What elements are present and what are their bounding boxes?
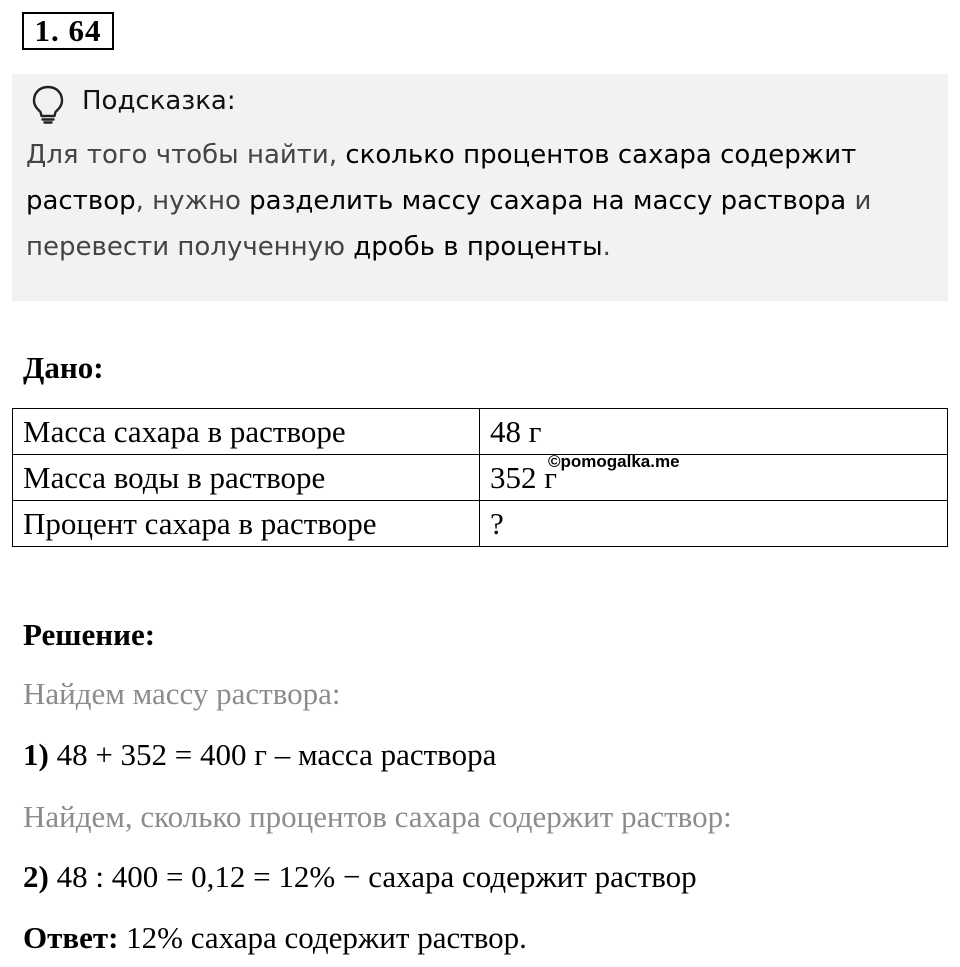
answer-line bbox=[23, 920, 527, 956]
hint-text-segment: и перевести полученную bbox=[26, 186, 872, 262]
hint-text-segment: , нужно bbox=[135, 186, 250, 216]
row-value: 352 г bbox=[480, 455, 948, 501]
hint-text-segment-bold: разделить массу сахара на массу раствора bbox=[249, 186, 847, 216]
hint-text-segment: . bbox=[602, 232, 611, 262]
row-name: Процент сахара в растворе bbox=[13, 501, 480, 547]
hint-text bbox=[26, 132, 936, 270]
row-name: Масса воды в растворе bbox=[13, 455, 480, 501]
watermark: ©pomogalka.me bbox=[548, 452, 680, 471]
table-row bbox=[13, 455, 948, 501]
lightbulb-icon bbox=[30, 84, 66, 124]
step1-intro: Найдем массу раствора: bbox=[23, 676, 341, 711]
row-name: Масса сахара в растворе bbox=[13, 409, 480, 455]
row-value: ? bbox=[480, 501, 948, 547]
hint-title: Подсказка: bbox=[82, 86, 236, 116]
row-value: 48 г bbox=[480, 409, 948, 455]
step1-line bbox=[23, 737, 496, 773]
step1-number: 1) bbox=[23, 737, 49, 772]
step2-text: 48 : 400 = 0,12 = 12% − сахара содержит раствор bbox=[48, 859, 697, 894]
given-label: Дано: bbox=[23, 350, 104, 385]
hint-text-segment-bold: дробь в проценты bbox=[353, 232, 603, 262]
table-row bbox=[13, 501, 948, 547]
step1-text: 48 + 352 = 400 г – масса раствора bbox=[48, 737, 497, 772]
problem-number: 1. 64 bbox=[22, 12, 114, 50]
answer-text: 12% сахара содержит раствор. bbox=[118, 920, 527, 955]
table-row bbox=[13, 409, 948, 455]
given-table bbox=[12, 408, 948, 547]
step2-intro: Найдем, сколько процентов сахара содержит раствор: bbox=[23, 799, 732, 834]
answer-label: Ответ: bbox=[23, 920, 119, 955]
hint-text-segment-bold: сколько процентов сахара содержит раствор bbox=[26, 140, 857, 216]
hint-text-segment: Для того чтобы найти, bbox=[26, 140, 346, 170]
step2-number: 2) bbox=[23, 859, 49, 894]
step2-line bbox=[23, 859, 697, 895]
hint-box bbox=[12, 74, 948, 301]
solution-label: Решение: bbox=[23, 617, 156, 652]
